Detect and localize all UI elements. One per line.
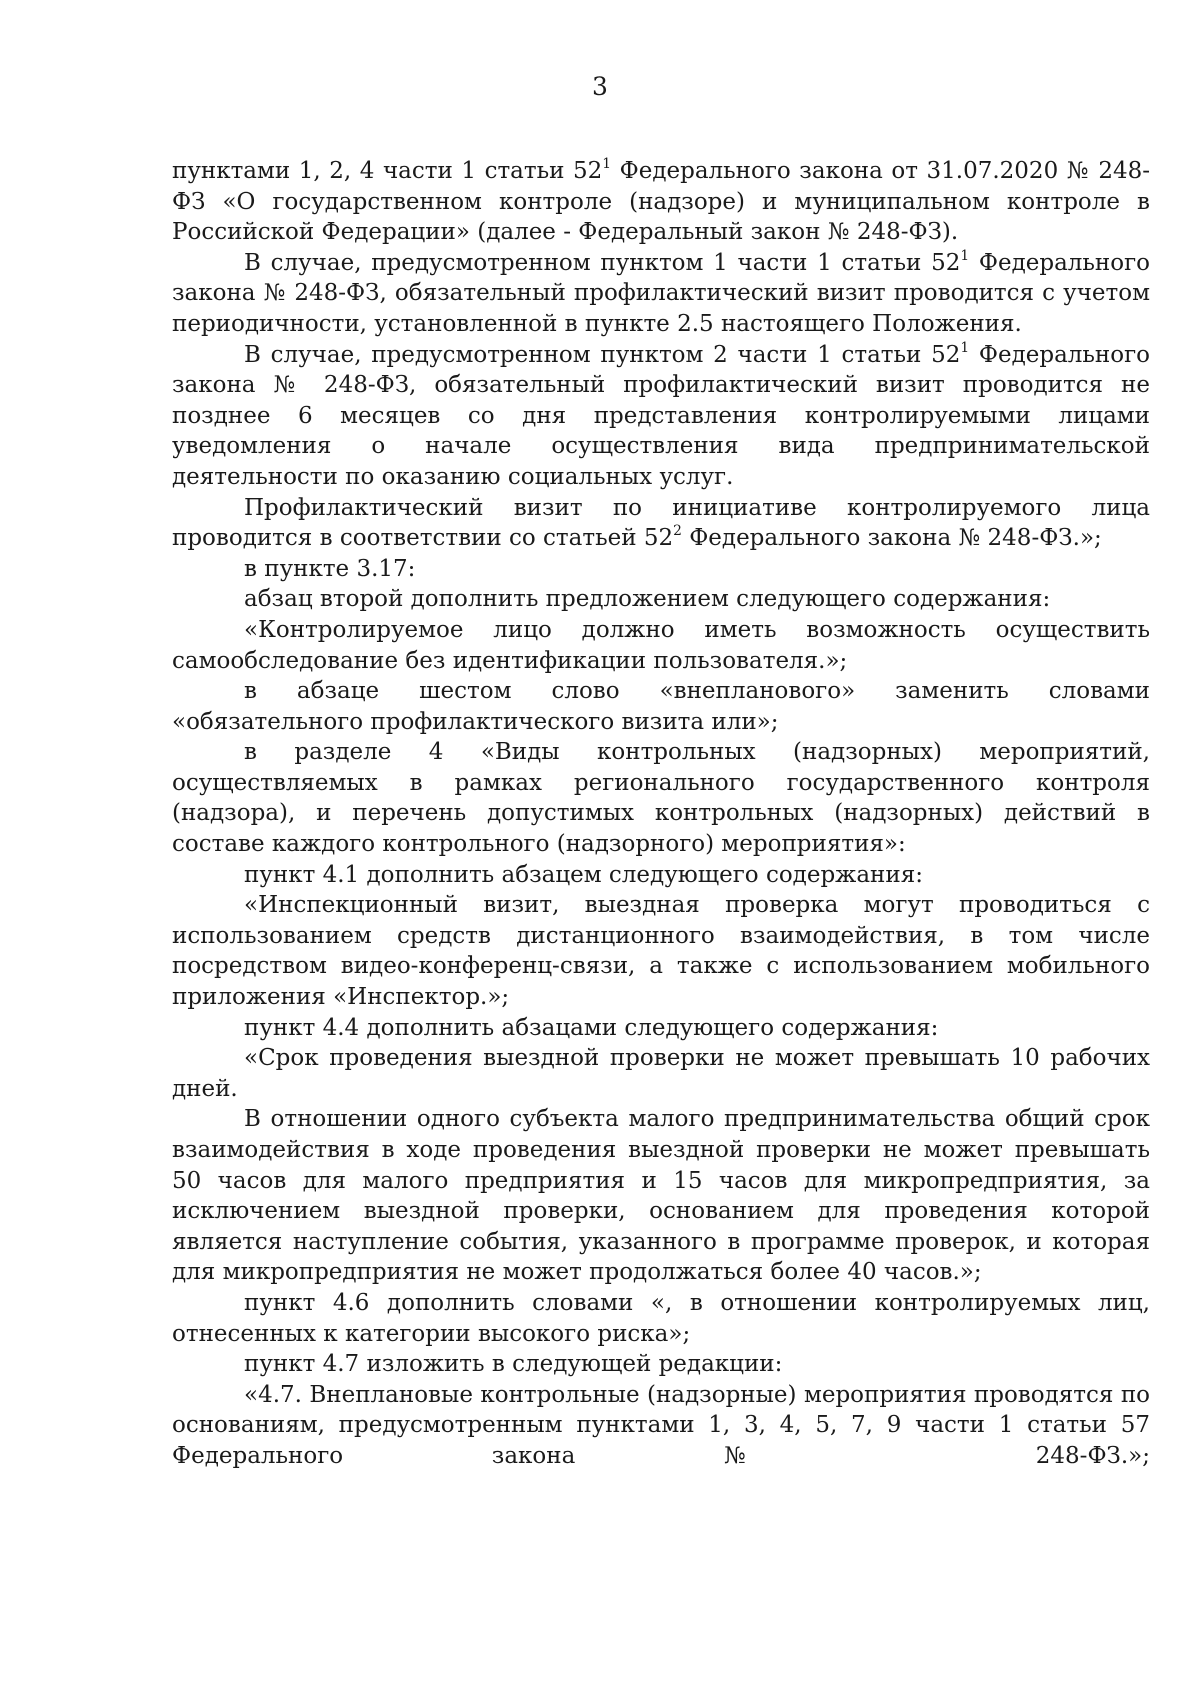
paragraph-11: «Инспекционный визит, выездная проверка могут проводиться с использованием средств дистанционного взаимодействия, в том числе посредством видео-конференц-связи, а также с использованием мобильного приложения «Инспектор.»; <box>172 892 1150 1011</box>
paragraph-10: пункт 4.1 дополнить абзацем следующего содержания: <box>244 861 923 888</box>
paragraph-3-text-a: В случае, предусмотренном пунктом 2 части 1 статьи 52 <box>244 341 961 368</box>
paragraph-6: абзац второй дополнить предложением следующего содержания: <box>244 586 1051 613</box>
superscript: 2 <box>673 523 682 540</box>
paragraph-3 <box>172 340 1150 493</box>
paragraph-2-text-b: Федерального закона № 248-ФЗ, обязательный профилактический визит проводится с учетом периодичности, установленной в пункте 2.5 настоящего Положения. <box>172 249 1150 337</box>
paragraph-14: В отношении одного субъекта малого предпринимательства общий срок взаимодействия в ходе проведения выездной проверки не может превышать 50 часов для малого предприятия и 15 часов для микропредприятия, за исключением выездной проверки, основанием для проведения которой является наступление события, указанного в программе проверок, и которая для микропредприятия не может продолжаться более 40 часов.»; <box>172 1106 1150 1286</box>
paragraph-12: пункт 4.4 дополнить абзацами следующего содержания: <box>244 1014 939 1041</box>
paragraph-7: «Контролируемое лицо должно иметь возможность осуществить самообследование без идентификации пользователя.»; <box>172 616 1150 674</box>
paragraph-8: в абзаце шестом слово «внепланового» заменить словами «обязательного профилактического визита или»; <box>172 678 1150 735</box>
superscript: 1 <box>960 339 970 356</box>
paragraph-9: в разделе 4 «Виды контрольных (надзорных) мероприятий, осуществляемых в рамках регионального государственного контроля (надзора), и перечень допустимых контрольных (надзорных) действий в составе каждого контрольного (надзорного) мероприятия»: <box>172 739 1150 858</box>
paragraph-3-text-b: Федерального закона № 248-ФЗ, обязательный профилактический визит проводится не позднее 6 месяцев со дня представления контролируемыми лицами уведомления о начале осуществления вида предпринимательской деятельности по оказанию социальных услуг. <box>172 341 1150 490</box>
paragraph-17: «4.7. Внеплановые контрольные (надзорные) мероприятия проводятся по основаниям, предусмотренным пунктами 1, 3, 4, 5, 7, 9 части 1 статьи 57 Федерального закона № 248-ФЗ.»; <box>172 1381 1150 1469</box>
paragraph-15: пункт 4.6 дополнить словами «, в отношении контролируемых лиц, отнесенных к категории высокого риска»; <box>172 1289 1150 1347</box>
superscript: 1 <box>960 247 970 264</box>
paragraph-2 <box>172 248 1150 340</box>
paragraph-13: «Срок проведения выездной проверки не может превышать 10 рабочих дней. <box>172 1045 1150 1102</box>
paragraph-1 <box>172 156 1150 248</box>
paragraph-1-text-a: пунктами 1, 2, 4 части 1 статьи 52 <box>172 158 603 184</box>
paragraph-4-text-a: Профилактический визит по инициативе контролируемого лица проводится в соответствии со статьей 52 <box>172 494 1150 552</box>
paragraph-4-text-b: Федерального закона № 248-ФЗ.»; <box>681 525 1102 552</box>
document-body <box>172 156 1150 1472</box>
superscript: 1 <box>602 155 612 172</box>
page-number: 3 <box>592 72 608 101</box>
paragraph-4 <box>172 493 1150 554</box>
paragraph-2-text-a: В случае, предусмотренном пунктом 1 части 1 статьи 52 <box>244 249 961 276</box>
paragraph-16: пункт 4.7 изложить в следующей редакции: <box>244 1351 783 1378</box>
paragraph-1-text-b: Федерального закона от 31.07.2020 № 248-ФЗ «О государственном контроле (надзоре) и муниципальном контроле в Российской Федерации» (далее - Федеральный закон № 248-ФЗ). <box>172 158 1150 246</box>
paragraph-5: в пункте 3.17: <box>244 555 416 582</box>
